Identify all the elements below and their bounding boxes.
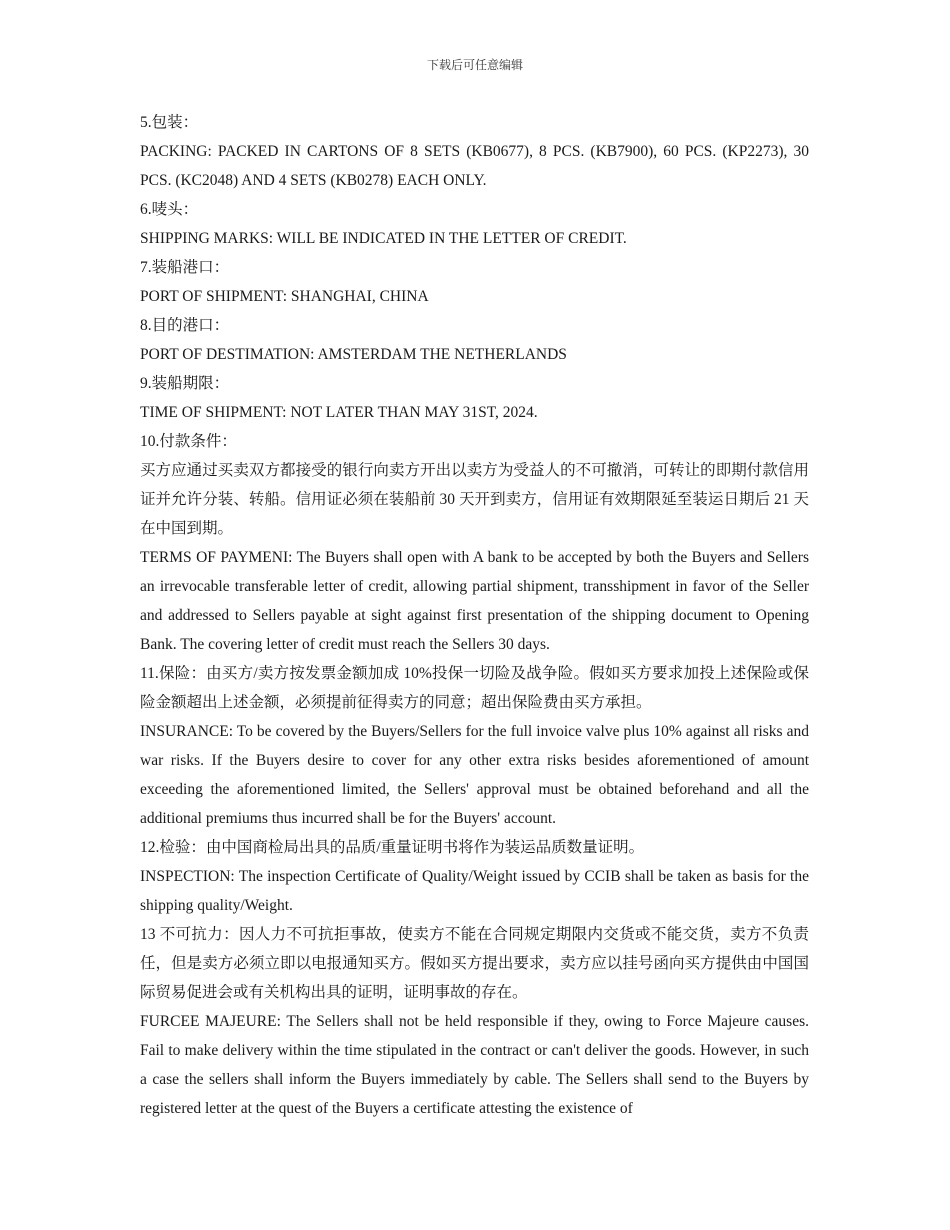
inspection-chinese: 12.检验：由中国商检局出具的品质/重量证明书将作为装运品质数量证明。 — [140, 839, 645, 856]
payment-terms-chinese: 买方应通过买卖双方都接受的银行向卖方开出以卖方为受益人的不可撤消，可转让的即期付款信用证并允许分装、转船。信用证必须在装船前 30 天开到卖方，信用证有效期限延至装运日期后 21 天在中国到期。 — [140, 462, 809, 537]
time-of-shipment-text: TIME OF SHIPMENT: NOT LATER THAN MAY 31ST, 2024. — [140, 404, 538, 421]
port-of-destination-text: PORT OF DESTIMATION: AMSTERDAM THE NETHERLANDS — [140, 346, 567, 363]
packing-text: PACKING: PACKED IN CARTONS OF 8 SETS (KB0677), 8 PCS. (KB7900), 60 PCS. (KP2273), 30 PCS. (KC2048) AND 4 SETS (KB0278) EACH ONLY. — [140, 143, 809, 189]
section-9-heading: 9.装船期限： — [140, 375, 230, 392]
document-body — [140, 108, 809, 1123]
inspection-english: INSPECTION: The inspection Certificate of Quality/Weight issued by CCIB shall be taken as basis for the shipping quality/Weight. — [140, 868, 809, 914]
section-10-heading: 10.付款条件： — [140, 433, 237, 450]
shipping-marks-text: SHIPPING MARKS: WILL BE INDICATED IN THE LETTER OF CREDIT. — [140, 230, 627, 247]
insurance-chinese: 11.保险：由买方/卖方按发票金额加成 10%投保一切险及战争险。假如买方要求加投上述保险或保险金额超出上述金额，必须提前征得卖方的同意；超出保险费由买方承担。 — [140, 665, 809, 711]
section-7-heading: 7.装船港口： — [140, 259, 230, 276]
payment-terms-english: TERMS OF PAYMENI: The Buyers shall open with A bank to be accepted by both the Buyers and Sellers an irrevocable transferable letter of credit, allowing partial shipment, transshipment in favor of the Seller and addressed to Sellers payable at sight against first presentation of the shipping document to Opening Bank. The covering letter of credit must reach the Sellers 30 days. — [140, 549, 809, 653]
section-8-heading: 8.目的港口： — [140, 317, 230, 334]
insurance-english: INSURANCE: To be covered by the Buyers/Sellers for the full invoice valve plus 10% against all risks and war risks. If the Buyers desire to cover for any other extra risks besides aforementioned of amount exceeding the aforementioned limited, the Sellers' approval must be obtained beforehand and all the additional premiums thus incurred shall be for the Buyers' account. — [140, 723, 809, 827]
section-5-heading: 5.包装： — [140, 114, 199, 131]
force-majeure-chinese: 13 不可抗力：因人力不可抗拒事故，使卖方不能在合同规定期限内交货或不能交货，卖方不负责任，但是卖方必须立即以电报通知买方。假如买方提出要求，卖方应以挂号函向买方提供由中国国际贸易促进会或有关机构出具的证明，证明事故的存在。 — [140, 926, 809, 1001]
section-6-heading: 6.唛头： — [140, 201, 199, 218]
force-majeure-english: FURCEE MAJEURE: The Sellers shall not be held responsible if they, owing to Force Majeure causes. Fail to make delivery within the time stipulated in the contract or can't deliver the goods. However, in such a case the sellers shall inform the Buyers immediately by cable. The Sellers shall send to the Buyers by registered letter at the quest of the Buyers a certificate attesting the existence of — [140, 1013, 809, 1117]
port-of-shipment-text: PORT OF SHIPMENT: SHANGHAI, CHINA — [140, 288, 429, 305]
page-header-note: 下载后可任意编辑 — [426, 58, 523, 72]
